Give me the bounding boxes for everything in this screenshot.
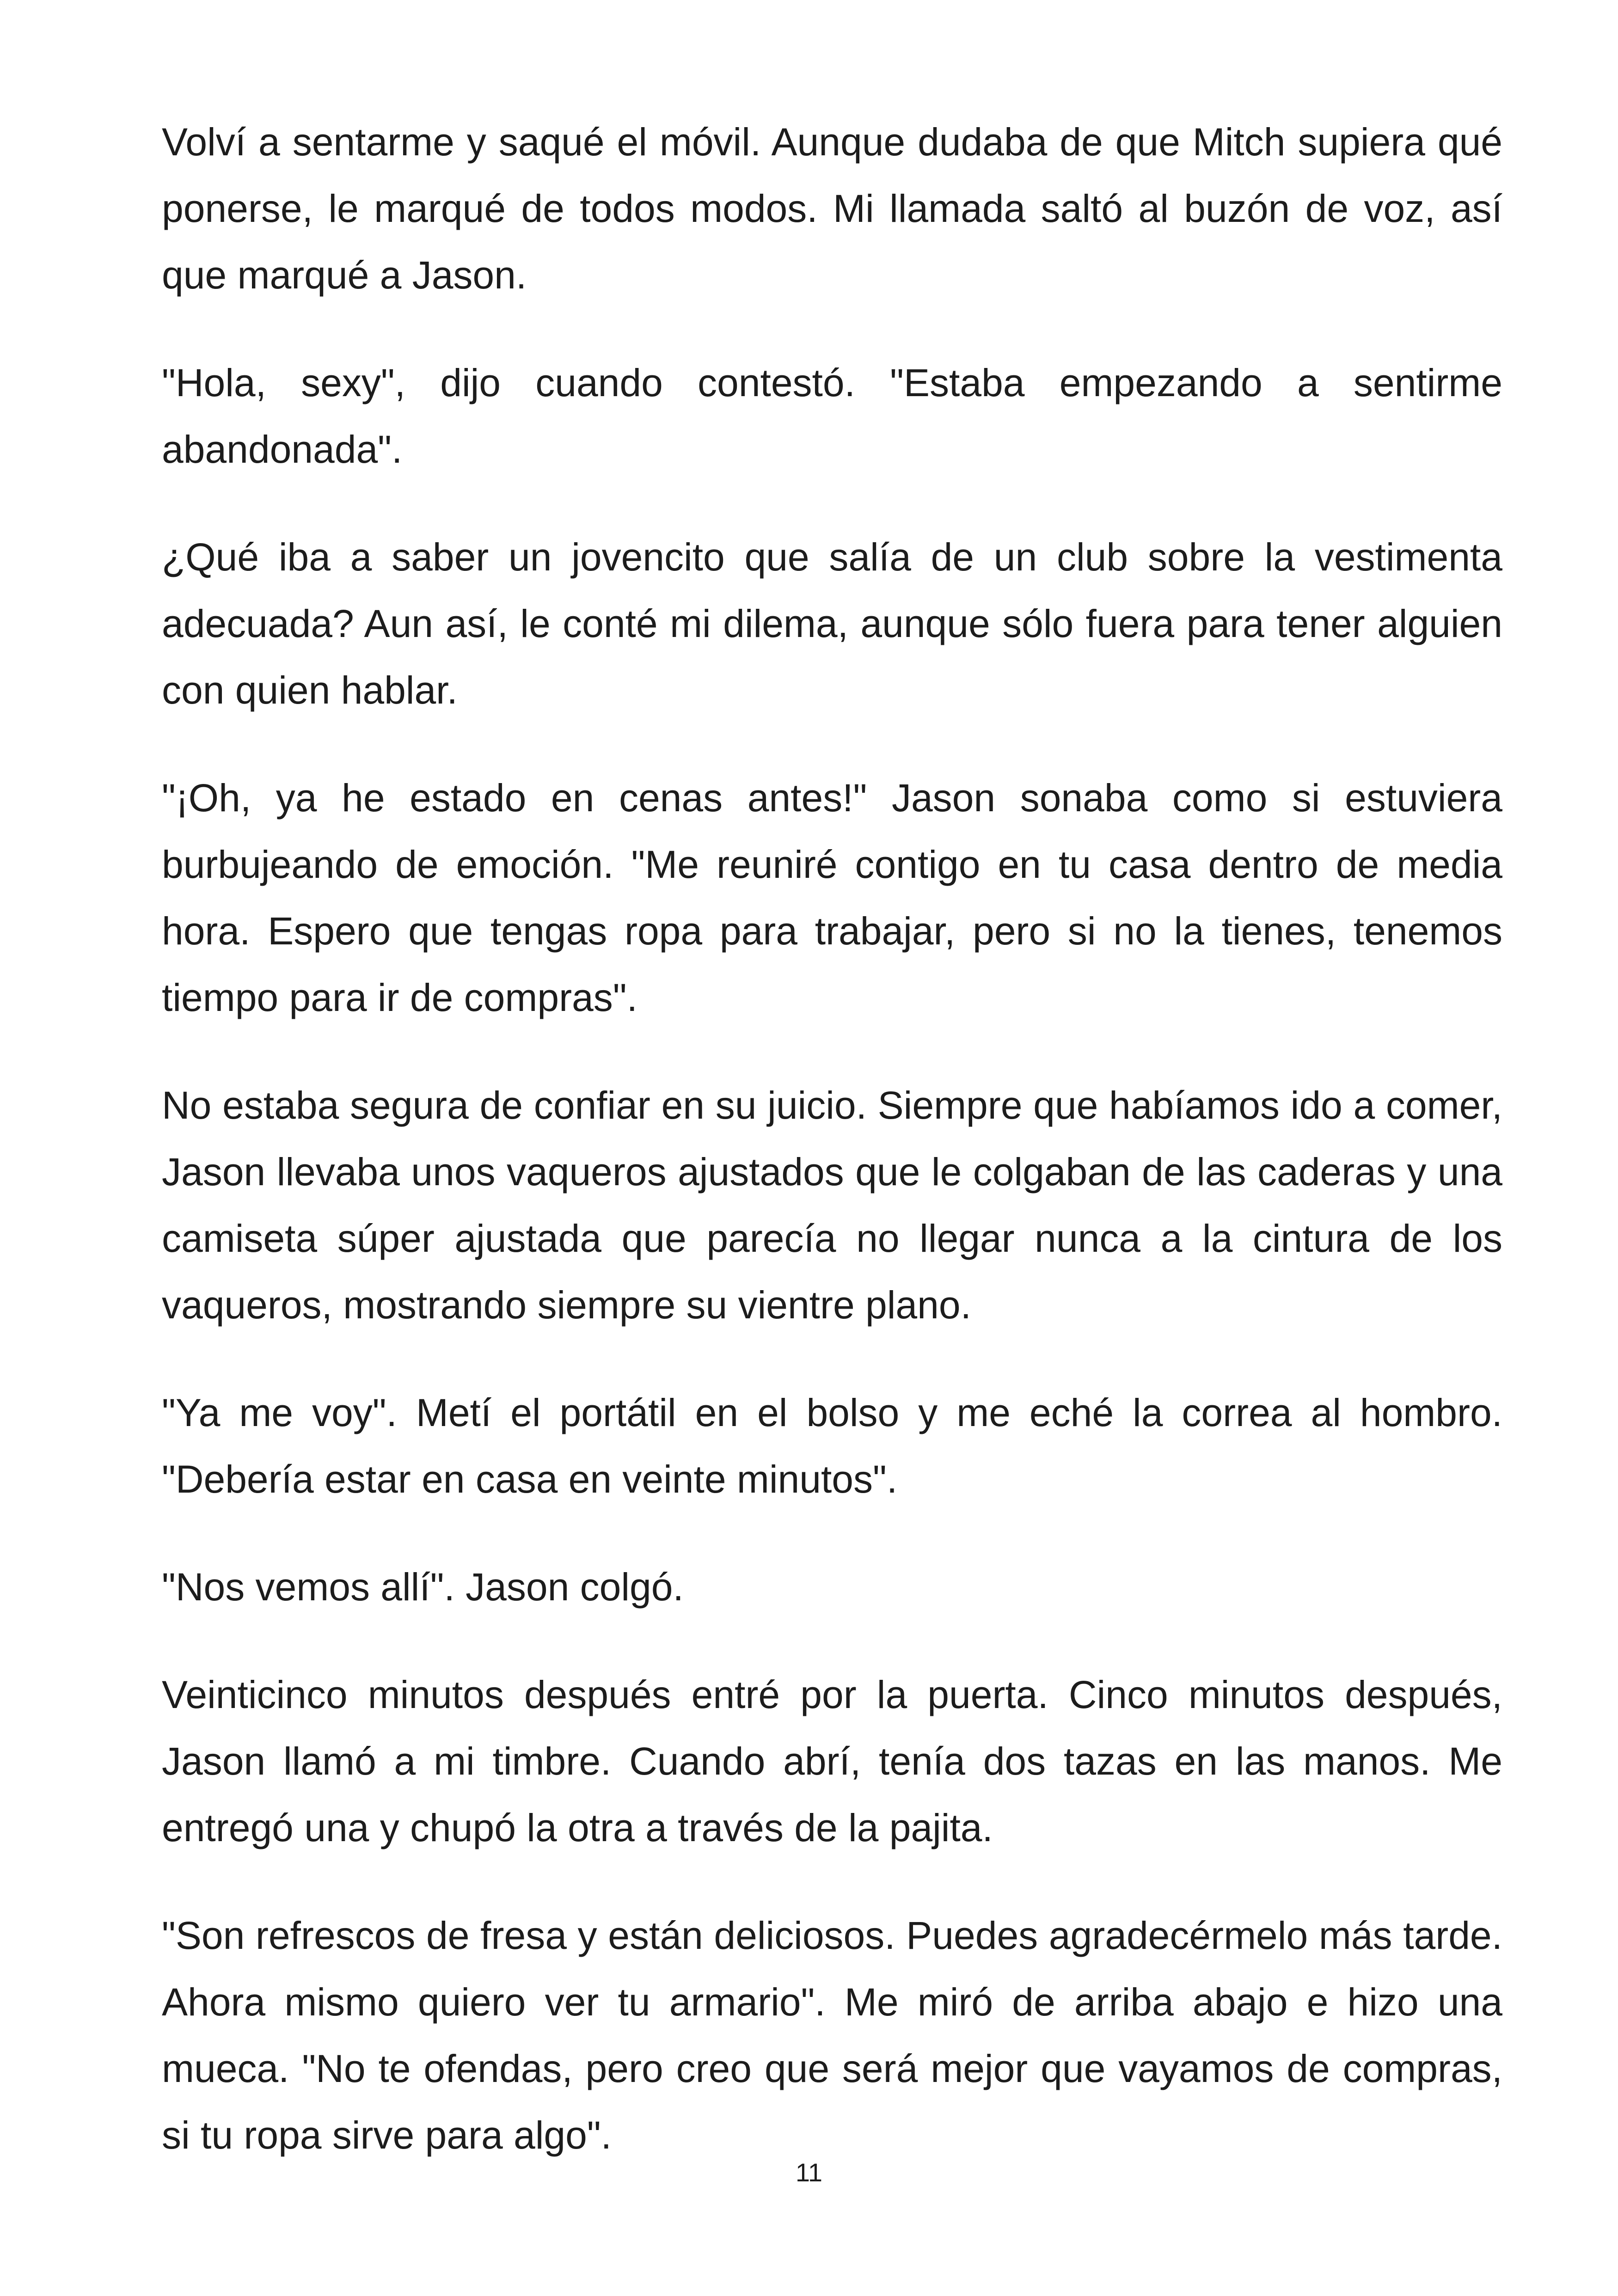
paragraph: "Son refrescos de fresa y están deliciosos. Puedes agradecérmelo más tarde. Ahora mismo quiero ver tu armario". Me miró de arriba abajo e hizo una mueca. "No te ofendas, pero creo que será mejor que vayamos de compras, si tu ropa sirve para algo". xyxy=(162,1914,1502,2157)
paragraph: Volví a sentarme y saqué el móvil. Aunque dudaba de que Mitch supiera qué ponerse, le marqué de todos modos. Mi llamada saltó al buzón de voz, así que marqué a Jason. xyxy=(162,120,1502,297)
paragraph: "¡Oh, ya he estado en cenas antes!" Jason sonaba como si estuviera burbujeando de emoción. "Me reuniré contigo en tu casa dentro de media hora. Espero que tengas ropa para trabajar, pero si no la tienes, tenemos tiempo para ir de compras". xyxy=(162,776,1502,1019)
page-number: 11 xyxy=(795,2158,823,2187)
paragraph: ¿Qué iba a saber un jovencito que salía de un club sobre la vestimenta adecuada? Aun así, le conté mi dilema, aunque sólo fuera para tener alguien con quien hablar. xyxy=(162,535,1502,712)
body-text xyxy=(162,109,1502,2210)
paragraph: Veinticinco minutos después entré por la puerta. Cinco minutos después, Jason llamó a mi timbre. Cuando abrí, tenía dos tazas en las manos. Me entregó una y chupó la otra a través de la pajita. xyxy=(162,1673,1502,1849)
paragraph: No estaba segura de confiar en su juicio. Siempre que habíamos ido a comer, Jason llevaba unos vaqueros ajustados que le colgaban de las caderas y una camiseta súper ajustada que parecía no llegar nunca a la cintura de los vaqueros, mostrando siempre su vientre plano. xyxy=(162,1084,1502,1327)
paragraph: "Ya me voy". Metí el portátil en el bolso y me eché la correa al hombro. "Debería estar en casa en veinte minutos". xyxy=(162,1391,1502,1501)
paragraph: "Hola, sexy", dijo cuando contestó. "Estaba empezando a sentirme abandonada". xyxy=(162,361,1502,471)
paragraph: "Nos vemos allí". Jason colgó. xyxy=(162,1565,684,1609)
